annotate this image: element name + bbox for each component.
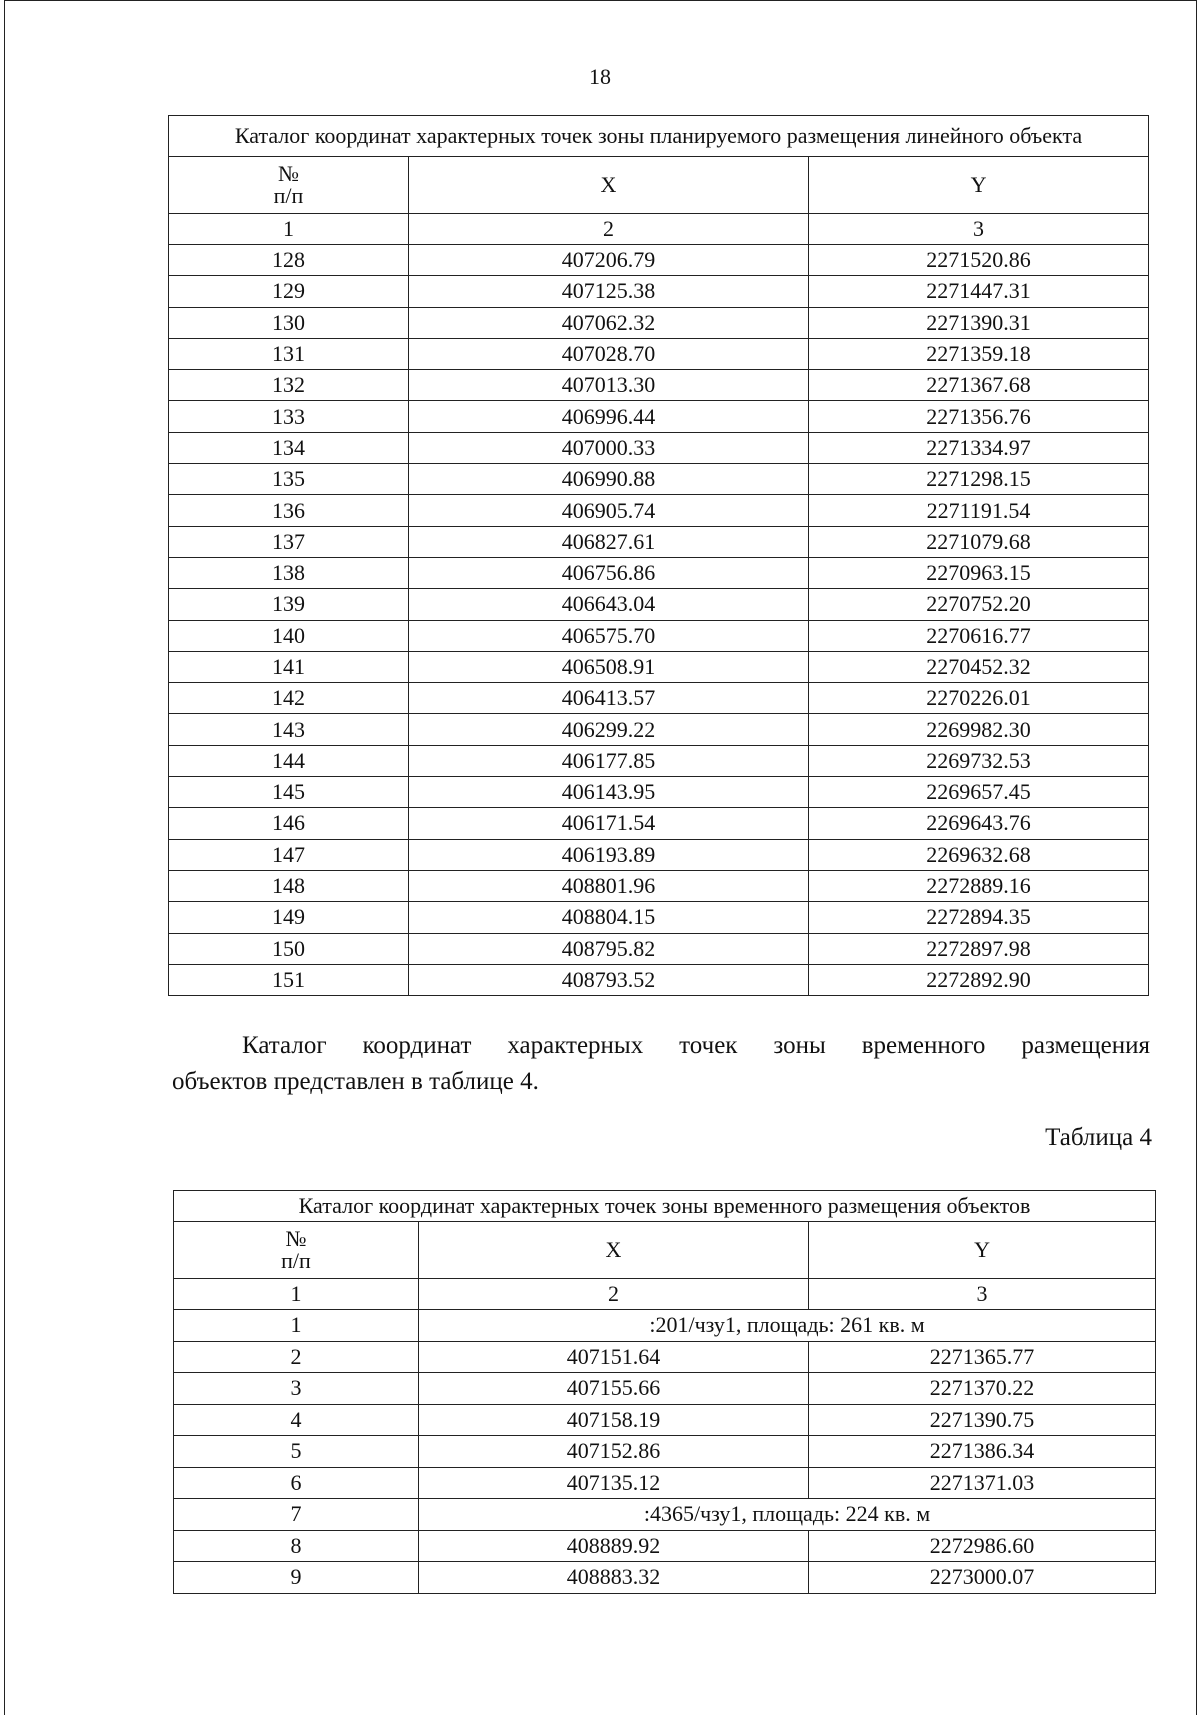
header-number-symbol: №: [285, 1226, 307, 1251]
x-coordinate: 406996.44: [409, 401, 809, 432]
y-coordinate: 2271386.34: [809, 1436, 1156, 1468]
point-number: 6: [174, 1467, 419, 1499]
point-number: 142: [169, 683, 409, 714]
point-number: 133: [169, 401, 409, 432]
x-coordinate: 407152.86: [419, 1436, 809, 1468]
coordinates-table-3: [168, 115, 1149, 996]
column-number-3: 3: [809, 214, 1149, 245]
table-row: [169, 245, 1149, 276]
x-coordinate: 406575.70: [409, 620, 809, 651]
coordinates-table-4: [173, 1190, 1156, 1594]
y-coordinate: 2269657.45: [809, 777, 1149, 808]
table-row: [174, 1341, 1156, 1373]
y-coordinate: 2271365.77: [809, 1341, 1156, 1373]
table-row: [169, 902, 1149, 933]
point-number: 144: [169, 745, 409, 776]
point-number: 147: [169, 839, 409, 870]
scan-edge-left: [4, 0, 5, 1715]
table-row: [169, 276, 1149, 307]
table-row: [169, 370, 1149, 401]
table-row: [169, 683, 1149, 714]
y-coordinate: 2271370.22: [809, 1373, 1156, 1405]
point-number: 148: [169, 870, 409, 901]
table-row: [169, 557, 1149, 588]
header-number-abbr: п/п: [273, 183, 304, 208]
table-row: [169, 933, 1149, 964]
table-row: [174, 1404, 1156, 1436]
column-number-2: 2: [409, 214, 809, 245]
paragraph: [172, 1028, 1150, 1100]
x-coordinate: 406827.61: [409, 526, 809, 557]
x-coordinate: 407158.19: [419, 1404, 809, 1436]
table-row: [169, 338, 1149, 369]
y-coordinate: 2271390.31: [809, 307, 1149, 338]
header-number: [169, 157, 409, 214]
point-number: 150: [169, 933, 409, 964]
y-coordinate: 2271520.86: [809, 245, 1149, 276]
y-coordinate: 2271334.97: [809, 432, 1149, 463]
section-row: [174, 1499, 1156, 1531]
x-coordinate: 406990.88: [409, 464, 809, 495]
y-coordinate: 2270452.32: [809, 651, 1149, 682]
table-row: [174, 1562, 1156, 1594]
y-coordinate: 2271359.18: [809, 338, 1149, 369]
x-coordinate: 406171.54: [409, 808, 809, 839]
point-number: 128: [169, 245, 409, 276]
y-coordinate: 2272894.35: [809, 902, 1149, 933]
point-number: 146: [169, 808, 409, 839]
x-coordinate: 408793.52: [409, 964, 809, 995]
section-label: :4365/чзу1, площадь: 224 кв. м: [419, 1499, 1156, 1531]
point-number: 143: [169, 714, 409, 745]
x-coordinate: 406299.22: [409, 714, 809, 745]
table-row: [169, 526, 1149, 557]
x-coordinate: 407206.79: [409, 245, 809, 276]
x-coordinate: 406905.74: [409, 495, 809, 526]
header-y: Y: [809, 1222, 1156, 1279]
table-row: [169, 777, 1149, 808]
x-coordinate: 407013.30: [409, 370, 809, 401]
y-coordinate: 2269643.76: [809, 808, 1149, 839]
table-row: [169, 589, 1149, 620]
table-row: [174, 1373, 1156, 1405]
point-number: 8: [174, 1530, 419, 1562]
table-4-label: Таблица 4: [1045, 1124, 1152, 1151]
x-coordinate: 406643.04: [409, 589, 809, 620]
y-coordinate: 2271079.68: [809, 526, 1149, 557]
table-row: [169, 651, 1149, 682]
paragraph-line-1: Каталог координат характерных точек зоны временного размещения: [242, 1032, 1150, 1059]
table-row: [169, 307, 1149, 338]
point-number: 129: [169, 276, 409, 307]
x-coordinate: 406508.91: [409, 651, 809, 682]
y-coordinate: 2270752.20: [809, 589, 1149, 620]
y-coordinate: 2272889.16: [809, 870, 1149, 901]
y-coordinate: 2270963.15: [809, 557, 1149, 588]
table-row: [169, 745, 1149, 776]
x-coordinate: 407062.32: [409, 307, 809, 338]
x-coordinate: 406413.57: [409, 683, 809, 714]
x-coordinate: 406756.86: [409, 557, 809, 588]
point-number: 135: [169, 464, 409, 495]
point-number: 4: [174, 1404, 419, 1436]
y-coordinate: 2272892.90: [809, 964, 1149, 995]
table-row: [169, 401, 1149, 432]
header-x: X: [409, 157, 809, 214]
column-number-2: 2: [419, 1279, 809, 1310]
y-coordinate: 2271367.68: [809, 370, 1149, 401]
y-coordinate: 2271371.03: [809, 1467, 1156, 1499]
point-number: 140: [169, 620, 409, 651]
page-number: 18: [589, 64, 611, 89]
x-coordinate: 406177.85: [409, 745, 809, 776]
y-coordinate: 2272897.98: [809, 933, 1149, 964]
point-number: 3: [174, 1373, 419, 1405]
table-title: Каталог координат характерных точек зоны планируемого размещения линейного объекта: [169, 116, 1149, 157]
scan-edge-top: [4, 0, 1196, 1]
table-row: [169, 808, 1149, 839]
y-coordinate: 2269982.30: [809, 714, 1149, 745]
point-number: 149: [169, 902, 409, 933]
table-title: Каталог координат характерных точек зоны временного размещения объектов: [174, 1191, 1156, 1222]
scan-edge-right: [1196, 0, 1197, 1715]
point-number: 137: [169, 526, 409, 557]
header-y: Y: [809, 157, 1149, 214]
x-coordinate: 407125.38: [409, 276, 809, 307]
y-coordinate: 2270616.77: [809, 620, 1149, 651]
point-number: 131: [169, 338, 409, 369]
section-label: :201/чзу1, площадь: 261 кв. м: [419, 1310, 1156, 1342]
header-x: X: [419, 1222, 809, 1279]
x-coordinate: 407155.66: [419, 1373, 809, 1405]
table-row: [169, 964, 1149, 995]
point-number: 139: [169, 589, 409, 620]
table-row: [169, 839, 1149, 870]
x-coordinate: 408889.92: [419, 1530, 809, 1562]
y-coordinate: 2269732.53: [809, 745, 1149, 776]
x-coordinate: 408795.82: [409, 933, 809, 964]
point-number: 134: [169, 432, 409, 463]
x-coordinate: 407151.64: [419, 1341, 809, 1373]
x-coordinate: 407135.12: [419, 1467, 809, 1499]
point-number: 7: [174, 1499, 419, 1531]
table-row: [169, 870, 1149, 901]
y-coordinate: 2271447.31: [809, 276, 1149, 307]
x-coordinate: 407000.33: [409, 432, 809, 463]
point-number: 145: [169, 777, 409, 808]
table-row: [169, 495, 1149, 526]
point-number: 138: [169, 557, 409, 588]
point-number: 141: [169, 651, 409, 682]
column-number-1: 1: [174, 1279, 419, 1310]
point-number: 5: [174, 1436, 419, 1468]
y-coordinate: 2269632.68: [809, 839, 1149, 870]
header-number-symbol: №: [278, 161, 299, 186]
point-number: 136: [169, 495, 409, 526]
section-row: [174, 1310, 1156, 1342]
column-number-1: 1: [169, 214, 409, 245]
table-row: [169, 620, 1149, 651]
table-row: [169, 432, 1149, 463]
point-number: 132: [169, 370, 409, 401]
header-number-abbr: п/п: [281, 1248, 311, 1273]
x-coordinate: 408804.15: [409, 902, 809, 933]
paragraph-line-2: объектов представлен в таблице 4.: [172, 1068, 539, 1095]
x-coordinate: 407028.70: [409, 338, 809, 369]
column-number-3: 3: [809, 1279, 1156, 1310]
point-number: 151: [169, 964, 409, 995]
x-coordinate: 406193.89: [409, 839, 809, 870]
header-number: [174, 1222, 419, 1279]
table-row: [174, 1436, 1156, 1468]
table-row: [174, 1467, 1156, 1499]
table-row: [169, 464, 1149, 495]
y-coordinate: 2271390.75: [809, 1404, 1156, 1436]
point-number: 2: [174, 1341, 419, 1373]
point-number: 1: [174, 1310, 419, 1342]
y-coordinate: 2271191.54: [809, 495, 1149, 526]
y-coordinate: 2271356.76: [809, 401, 1149, 432]
y-coordinate: 2272986.60: [809, 1530, 1156, 1562]
y-coordinate: 2273000.07: [809, 1562, 1156, 1594]
point-number: 130: [169, 307, 409, 338]
y-coordinate: 2270226.01: [809, 683, 1149, 714]
x-coordinate: 406143.95: [409, 777, 809, 808]
table-row: [174, 1530, 1156, 1562]
y-coordinate: 2271298.15: [809, 464, 1149, 495]
x-coordinate: 408883.32: [419, 1562, 809, 1594]
table-row: [169, 714, 1149, 745]
x-coordinate: 408801.96: [409, 870, 809, 901]
point-number: 9: [174, 1562, 419, 1594]
